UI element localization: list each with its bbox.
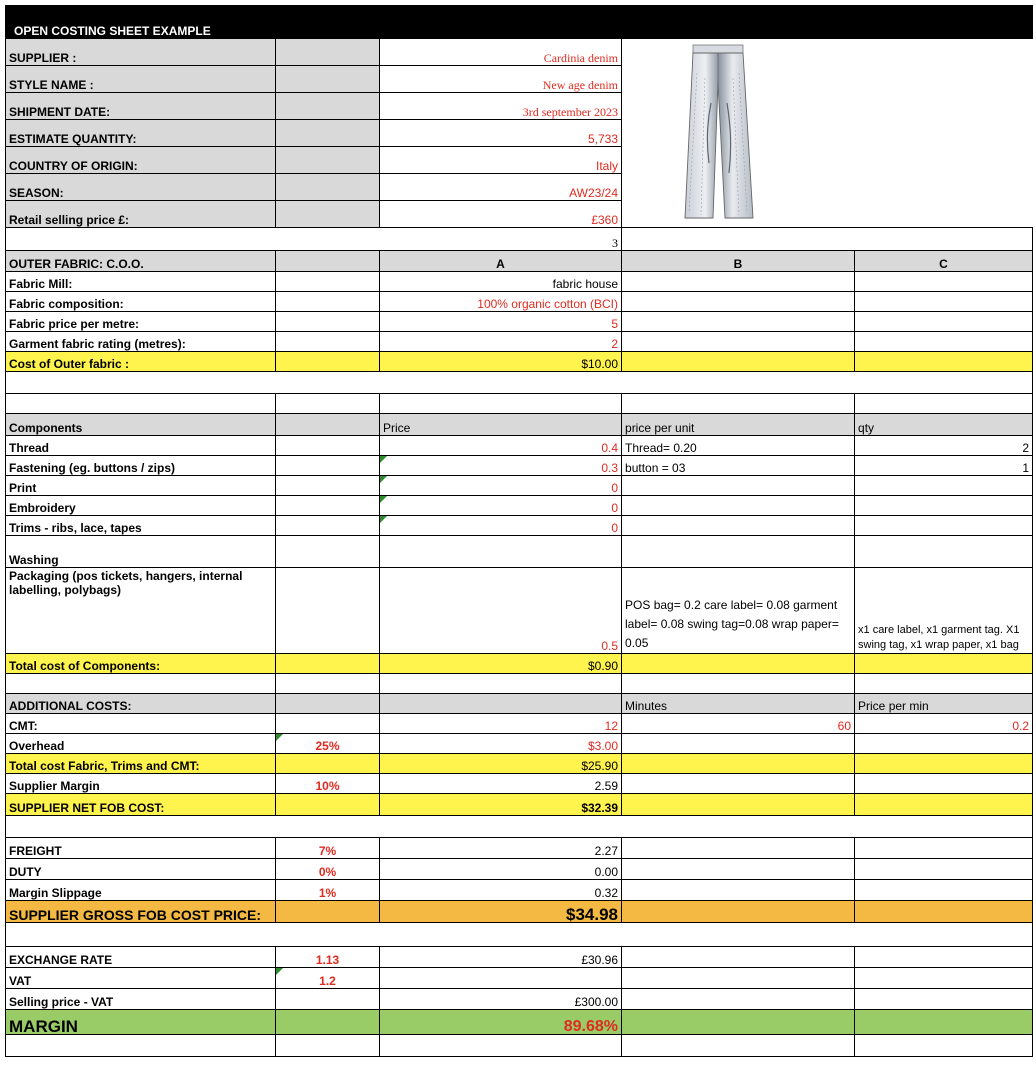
supplier-net-fob-label: SUPPLIER NET FOB COST: (6, 794, 276, 816)
country-of-origin-value[interactable]: Italy (380, 147, 622, 174)
margin-slippage-value: 0.32 (380, 880, 622, 901)
component-label: Thread (6, 436, 276, 456)
country-of-origin-label: COUNTRY OF ORIGIN: (6, 147, 276, 174)
additional-costs-title: ADDITIONAL COSTS: (6, 694, 276, 714)
fabric-col-a: A (380, 251, 622, 272)
exchange-rate-label: EXCHANGE RATE (6, 947, 276, 968)
sheet-title: OPEN COSTING SHEET EXAMPLE (6, 6, 622, 39)
packaging-qty[interactable]: x1 care label, x1 garment tag. X1 swing tag, x1 wrap paper, x1 bag (855, 568, 1033, 654)
component-qty[interactable]: 1 (855, 456, 1033, 476)
supplier-label: SUPPLIER : (6, 39, 276, 66)
fabric-rating-label: Garment fabric rating (metres): (6, 332, 276, 352)
outer-fabric-title: OUTER FABRIC: C.O.O. (6, 251, 276, 272)
components-unit-header: price per unit (622, 414, 855, 436)
estimate-quantity-value[interactable]: 5,733 (380, 120, 622, 147)
component-price[interactable]: 0.4 (380, 436, 622, 456)
freight-pct[interactable]: 7% (276, 838, 380, 859)
component-unit[interactable]: Thread= 0.20 (622, 436, 855, 456)
fabric-rating-value[interactable]: 2 (380, 332, 622, 352)
components-title: Components (6, 414, 276, 436)
shipment-date-label: SHIPMENT DATE: (6, 93, 276, 120)
component-label: Fastening (eg. buttons / zips) (6, 456, 276, 476)
jeans-image (675, 43, 765, 223)
component-price[interactable]: 0 (380, 476, 622, 496)
estimate-quantity-label: ESTIMATE QUANTITY: (6, 120, 276, 147)
fabric-composition-value[interactable]: 100% organic cotton (BCI) (380, 292, 622, 312)
costing-sheet (5, 5, 1032, 1080)
margin-value: 89.68% (380, 1010, 622, 1035)
components-qty-header: qty (855, 414, 1033, 436)
outer-fabric-total-value: $10.00 (380, 352, 622, 372)
duty-pct[interactable]: 0% (276, 859, 380, 880)
component-label: Washing (6, 536, 276, 568)
component-qty[interactable]: 2 (855, 436, 1033, 456)
fabric-col-c: C (855, 251, 1033, 272)
selling-price-label: Selling price - VAT (6, 989, 276, 1010)
cmt-minutes[interactable]: 60 (622, 714, 855, 734)
total-fabric-trims-cmt-label: Total cost Fabric, Trims and CMT: (6, 754, 276, 774)
duty-value: 0.00 (380, 859, 622, 880)
freight-label: FREIGHT (6, 838, 276, 859)
overhead-value: $3.00 (380, 734, 622, 754)
cmt-value[interactable]: 12 (380, 714, 622, 734)
supplier-margin-pct[interactable]: 10% (276, 774, 380, 794)
fabric-mill-label: Fabric Mill: (6, 272, 276, 292)
margin-slippage-label: Margin Slippage (6, 880, 276, 901)
season-label: SEASON: (6, 174, 276, 201)
selling-price-value: £300.00 (380, 989, 622, 1010)
retail-price-value[interactable]: £360 (380, 201, 622, 228)
component-price[interactable]: 0 (380, 496, 622, 516)
supplier-value[interactable]: Cardinia denim (380, 39, 622, 66)
margin-slippage-pct[interactable]: 1% (276, 880, 380, 901)
components-total-value: $0.90 (380, 654, 622, 674)
exchange-rate[interactable]: 1.13 (276, 947, 380, 968)
style-name-label: STYLE NAME : (6, 66, 276, 93)
freight-value: 2.27 (380, 838, 622, 859)
vat-rate[interactable]: 1.2 (276, 968, 380, 989)
cmt-label: CMT: (6, 714, 276, 734)
component-price[interactable]: 0 (380, 516, 622, 536)
retail-price-label: Retail selling price £: (6, 201, 276, 228)
fabric-composition-label: Fabric composition: (6, 292, 276, 312)
components-total-label: Total cost of Components: (6, 654, 276, 674)
fabric-col-b: B (622, 251, 855, 272)
season-value[interactable]: AW23/24 (380, 174, 622, 201)
product-image-cell (622, 39, 1033, 228)
margin-label: MARGIN (6, 1010, 276, 1035)
overhead-pct[interactable]: 25% (276, 734, 380, 754)
overhead-label: Overhead (6, 734, 276, 754)
supplier-net-fob-value: $32.39 (380, 794, 622, 816)
component-price[interactable]: 0.3 (380, 456, 622, 476)
supplier-margin-label: Supplier Margin (6, 774, 276, 794)
gross-fob-label: SUPPLIER GROSS FOB COST PRICE: (6, 901, 276, 923)
costing-table (5, 5, 1033, 1057)
shipment-date-value[interactable]: 3rd september 2023 (380, 93, 622, 120)
outer-fabric-total-label: Cost of Outer fabric : (6, 352, 276, 372)
minutes-header: Minutes (622, 694, 855, 714)
component-label: Print (6, 476, 276, 496)
style-name-value[interactable]: New age denim (380, 66, 622, 93)
packaging-label: Packaging (pos tickets, hangers, internal labelling, polybags) (6, 568, 276, 654)
cmt-price-per-min[interactable]: 0.2 (855, 714, 1033, 734)
packaging-unit[interactable]: POS bag= 0.2 care label= 0.08 garment label= 0.08 swing tag=0.08 wrap paper= 0.05 (622, 568, 855, 654)
component-label: Embroidery (6, 496, 276, 516)
price-per-min-header: Price per min (855, 694, 1033, 714)
spacer-value: 3 (6, 228, 622, 251)
packaging-price[interactable]: 0.5 (380, 568, 622, 654)
fabric-price-label: Fabric price per metre: (6, 312, 276, 332)
supplier-margin-value: 2.59 (380, 774, 622, 794)
fabric-mill-value[interactable]: fabric house (380, 272, 622, 292)
gross-fob-value: $34.98 (380, 901, 622, 923)
total-fabric-trims-cmt-value: $25.90 (380, 754, 622, 774)
components-price-header: Price (380, 414, 622, 436)
vat-label: VAT (6, 968, 276, 989)
exchange-value: £30.96 (380, 947, 622, 968)
duty-label: DUTY (6, 859, 276, 880)
fabric-price-value[interactable]: 5 (380, 312, 622, 332)
component-label: Trims - ribs, lace, tapes (6, 516, 276, 536)
component-unit[interactable]: button = 03 (622, 456, 855, 476)
